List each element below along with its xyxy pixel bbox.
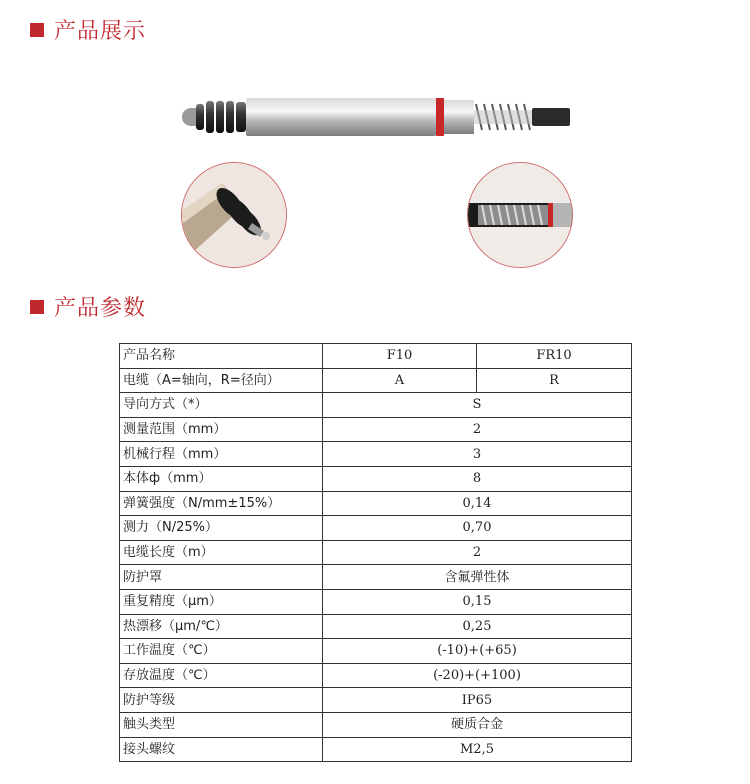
table-row [120, 466, 632, 491]
row-label: 机械行程（mm） [120, 442, 323, 467]
row-label: 导向方式（*） [120, 393, 323, 418]
section-marker-icon [30, 23, 44, 37]
row-label: 弹簧强度（N/mm±15%） [120, 491, 323, 516]
row-label: 存放温度（℃） [120, 663, 323, 688]
table-row [120, 737, 632, 762]
table-row [120, 344, 632, 369]
table-row [120, 712, 632, 737]
row-label: 接头螺纹 [120, 737, 323, 762]
section-title-display [30, 14, 146, 45]
cell-value: 0,25 [323, 614, 632, 639]
detail-image-tip [181, 162, 287, 268]
cell-value: A [323, 368, 477, 393]
table-row [120, 540, 632, 565]
section-title-text: 产品展示 [54, 19, 147, 44]
cell-value: 0,70 [323, 516, 632, 541]
cell-value: S [323, 393, 632, 418]
cell-value: F10 [323, 344, 477, 369]
cell-value: 0,15 [323, 589, 632, 614]
row-label: 防护等级 [120, 688, 323, 713]
cell-value: FR10 [477, 344, 632, 369]
cell-value: (-20)+(+100) [323, 663, 632, 688]
row-label: 工作温度（℃） [120, 639, 323, 664]
cell-value: M2,5 [323, 737, 632, 762]
row-label: 产品名称 [120, 344, 323, 369]
row-label: 电缆长度（m） [120, 540, 323, 565]
row-label: 电缆（A=轴向，R=径向） [120, 368, 323, 393]
table-row [120, 614, 632, 639]
row-label: 防护罩 [120, 565, 323, 590]
cell-value: 0,14 [323, 491, 632, 516]
section-marker-icon [30, 300, 44, 314]
table-row [120, 565, 632, 590]
table-row [120, 442, 632, 467]
cell-value: 2 [323, 417, 632, 442]
cell-value: (-10)+(+65) [323, 639, 632, 664]
table-row [120, 663, 632, 688]
section-title-text: 产品参数 [54, 296, 147, 321]
cell-value: R [477, 368, 632, 393]
cell-value: IP65 [323, 688, 632, 713]
table-row [120, 639, 632, 664]
row-label: 测量范围（mm） [120, 417, 323, 442]
table-row [120, 417, 632, 442]
row-label: 测力（N/25%） [120, 516, 323, 541]
section-title-params [30, 291, 146, 322]
cell-value: 3 [323, 442, 632, 467]
cell-value: 含氟弹性体 [323, 565, 632, 590]
table-row [120, 393, 632, 418]
row-label: 热漂移（μm/℃） [120, 614, 323, 639]
table-row [120, 516, 632, 541]
table-row [120, 589, 632, 614]
probe-product-image [180, 92, 572, 142]
row-label: 触头类型 [120, 712, 323, 737]
table-row [120, 368, 632, 393]
table-row [120, 491, 632, 516]
row-label: 本体ф（mm） [120, 466, 323, 491]
row-label: 重复精度（μm） [120, 589, 323, 614]
cell-value: 硬质合金 [323, 712, 632, 737]
cell-value: 2 [323, 540, 632, 565]
table-row [120, 688, 632, 713]
spec-table [119, 343, 632, 762]
detail-image-spring [467, 162, 573, 268]
cell-value: 8 [323, 466, 632, 491]
